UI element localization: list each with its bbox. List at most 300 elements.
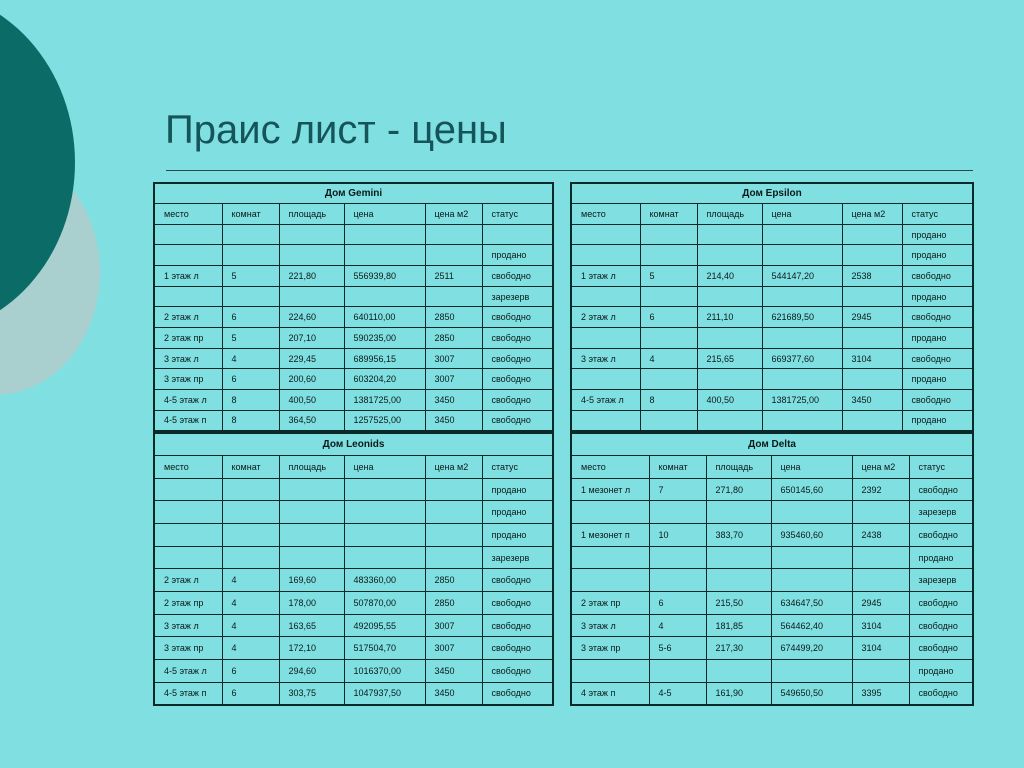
table-cell: 5 xyxy=(222,266,279,287)
table-cell: свободно xyxy=(909,637,973,660)
table-cell: продано xyxy=(902,328,973,349)
table-cell: свободно xyxy=(482,569,553,592)
table-cell: 400,50 xyxy=(279,390,344,411)
table-cell: 2511 xyxy=(425,266,482,287)
table-cell xyxy=(762,410,842,431)
table-cell: 4 xyxy=(222,569,279,592)
table-cell xyxy=(697,410,762,431)
table-epsilon xyxy=(570,182,974,432)
table-cell: 492095,55 xyxy=(344,614,425,637)
table-cell: 5 xyxy=(640,266,697,287)
table-cell: 3395 xyxy=(852,682,909,705)
column-header: цена м2 xyxy=(842,204,902,225)
table-cell: 178,00 xyxy=(279,592,344,615)
table-cell: 3450 xyxy=(425,682,482,705)
table-cell: 544147,20 xyxy=(762,266,842,287)
table-cell xyxy=(279,478,344,501)
table-row xyxy=(571,478,973,501)
table-cell xyxy=(697,328,762,349)
table-cell: 229,45 xyxy=(279,348,344,369)
table-cell: 6 xyxy=(222,682,279,705)
table-cell xyxy=(640,286,697,307)
table-cell xyxy=(697,245,762,266)
table-title: Дом Delta xyxy=(571,433,973,456)
column-header: комнат xyxy=(649,456,706,479)
table-cell xyxy=(571,546,649,569)
table-cell xyxy=(762,328,842,349)
table-row xyxy=(571,569,973,592)
table-cell: 4 xyxy=(222,592,279,615)
table-cell: 2850 xyxy=(425,328,482,349)
table-cell: 3104 xyxy=(852,637,909,660)
table-cell xyxy=(649,660,706,683)
column-header: цена м2 xyxy=(425,204,482,225)
table-cell xyxy=(222,478,279,501)
table-row xyxy=(571,637,973,660)
table-row xyxy=(154,614,553,637)
table-cell: зарезерв xyxy=(909,501,973,524)
table-row xyxy=(571,524,973,547)
table-row xyxy=(154,524,553,547)
table-cell xyxy=(571,328,640,349)
table-cell: 1016370,00 xyxy=(344,660,425,683)
table-cell xyxy=(762,245,842,266)
table-cell: свободно xyxy=(909,682,973,705)
column-header: цена xyxy=(344,456,425,479)
table-row xyxy=(154,682,553,705)
table-cell: продано xyxy=(482,524,553,547)
table-cell xyxy=(571,660,649,683)
table-cell xyxy=(571,245,640,266)
table-cell: 2 этаж пр xyxy=(154,592,222,615)
table-row xyxy=(154,266,553,287)
table-cell xyxy=(706,501,771,524)
table-row xyxy=(154,410,553,431)
table-row xyxy=(154,307,553,328)
table-cell: 669377,60 xyxy=(762,348,842,369)
table-row xyxy=(571,501,973,524)
table-row xyxy=(154,390,553,411)
table-cell xyxy=(706,546,771,569)
table-cell: продано xyxy=(909,660,973,683)
table-cell xyxy=(571,501,649,524)
table-cell xyxy=(425,224,482,245)
table-cell: 221,80 xyxy=(279,266,344,287)
table-row xyxy=(571,592,973,615)
table-row xyxy=(154,501,553,524)
table-cell xyxy=(279,501,344,524)
column-header: место xyxy=(571,456,649,479)
table-cell xyxy=(344,501,425,524)
table-cell: 161,90 xyxy=(706,682,771,705)
table-cell xyxy=(425,286,482,307)
table-cell: 3104 xyxy=(842,348,902,369)
table-cell: 4-5 xyxy=(649,682,706,705)
page-title: Праис лист - цены xyxy=(165,108,507,152)
table-cell xyxy=(771,660,852,683)
column-header: место xyxy=(154,456,222,479)
table-cell: свободно xyxy=(902,266,973,287)
table-row xyxy=(571,245,973,266)
column-header: место xyxy=(571,204,640,225)
table-cell xyxy=(222,224,279,245)
table-cell: 207,10 xyxy=(279,328,344,349)
table-cell: свободно xyxy=(909,592,973,615)
table-cell xyxy=(852,501,909,524)
table-cell xyxy=(649,501,706,524)
table-cell xyxy=(344,286,425,307)
table-cell xyxy=(852,660,909,683)
table-cell: 2 этаж пр xyxy=(571,592,649,615)
table-cell xyxy=(640,410,697,431)
table-row xyxy=(154,592,553,615)
table-cell: продано xyxy=(902,410,973,431)
table-cell: 640110,00 xyxy=(344,307,425,328)
table-cell: свободно xyxy=(482,390,553,411)
table-cell: свободно xyxy=(482,328,553,349)
table-cell: 3450 xyxy=(425,390,482,411)
table-cell: свободно xyxy=(482,410,553,431)
title-divider xyxy=(166,170,973,171)
column-header: комнат xyxy=(222,456,279,479)
table-cell: 1 мезонет л xyxy=(571,478,649,501)
table-cell: 181,85 xyxy=(706,614,771,637)
table-cell: 3 этаж пр xyxy=(571,637,649,660)
table-cell: 6 xyxy=(222,369,279,390)
table-cell: 2850 xyxy=(425,569,482,592)
table-cell: 211,10 xyxy=(697,307,762,328)
table-row xyxy=(154,224,553,245)
table-cell: продано xyxy=(902,369,973,390)
table-cell: 3 этаж л xyxy=(154,348,222,369)
column-header: комнат xyxy=(640,204,697,225)
table-row xyxy=(154,569,553,592)
column-header: цена м2 xyxy=(425,456,482,479)
table-cell: 6 xyxy=(222,660,279,683)
table-cell xyxy=(222,546,279,569)
table-cell: продано xyxy=(902,224,973,245)
table-cell xyxy=(344,245,425,266)
table-cell: зарезерв xyxy=(909,569,973,592)
table-cell: свободно xyxy=(482,614,553,637)
table-gemini xyxy=(153,182,554,432)
table-cell: 4 xyxy=(649,614,706,637)
table-cell: 634647,50 xyxy=(771,592,852,615)
table-title: Дом Epsilon xyxy=(571,183,973,204)
table-cell xyxy=(706,660,771,683)
table-cell xyxy=(771,546,852,569)
table-cell: 517504,70 xyxy=(344,637,425,660)
table-cell: 271,80 xyxy=(706,478,771,501)
table-cell: 1047937,50 xyxy=(344,682,425,705)
column-header: цена м2 xyxy=(852,456,909,479)
column-header: площадь xyxy=(279,204,344,225)
table-cell: продано xyxy=(909,546,973,569)
table-row xyxy=(571,682,973,705)
table-cell xyxy=(649,546,706,569)
table-cell xyxy=(571,369,640,390)
table-row xyxy=(154,546,553,569)
table-cell: 4-5 этаж п xyxy=(154,682,222,705)
table-cell: 5 xyxy=(222,328,279,349)
table-cell: 1257525,00 xyxy=(344,410,425,431)
table-cell xyxy=(640,369,697,390)
table-cell xyxy=(344,224,425,245)
table-cell xyxy=(852,569,909,592)
table-row xyxy=(571,328,973,349)
column-header: цена xyxy=(344,204,425,225)
table-delta xyxy=(570,432,974,706)
column-header: площадь xyxy=(706,456,771,479)
table-cell: 4 этаж п xyxy=(571,682,649,705)
table-cell: 303,75 xyxy=(279,682,344,705)
table-cell: продано xyxy=(902,286,973,307)
table-cell xyxy=(344,546,425,569)
table-cell: свободно xyxy=(482,266,553,287)
table-cell: 8 xyxy=(222,410,279,431)
table-cell: 2 этаж л xyxy=(154,569,222,592)
table-cell: 400,50 xyxy=(697,390,762,411)
table-cell xyxy=(425,501,482,524)
table-cell: 2438 xyxy=(852,524,909,547)
table-cell: 6 xyxy=(640,307,697,328)
table-cell: 6 xyxy=(649,592,706,615)
table-cell: 8 xyxy=(640,390,697,411)
table-cell: 1 мезонет п xyxy=(571,524,649,547)
table-cell: 1 этаж л xyxy=(154,266,222,287)
table-cell xyxy=(640,245,697,266)
table-cell xyxy=(425,546,482,569)
table-cell xyxy=(154,245,222,266)
table-cell: 590235,00 xyxy=(344,328,425,349)
table-cell xyxy=(842,328,902,349)
table-cell: свободно xyxy=(482,592,553,615)
table-cell: 3104 xyxy=(852,614,909,637)
table-cell: 674499,20 xyxy=(771,637,852,660)
table-cell xyxy=(842,410,902,431)
column-header: площадь xyxy=(279,456,344,479)
column-header: статус xyxy=(902,204,973,225)
column-header: место xyxy=(154,204,222,225)
table-cell xyxy=(279,224,344,245)
table-cell xyxy=(154,546,222,569)
table-cell: 6 xyxy=(222,307,279,328)
table-cell: 215,65 xyxy=(697,348,762,369)
table-cell: 3 этаж л xyxy=(154,614,222,637)
table-cell: 172,10 xyxy=(279,637,344,660)
table-cell: 4-5 этаж л xyxy=(154,660,222,683)
table-cell: 294,60 xyxy=(279,660,344,683)
table-row xyxy=(154,660,553,683)
table-cell: свободно xyxy=(902,307,973,328)
table-cell xyxy=(697,286,762,307)
table-cell: 2850 xyxy=(425,307,482,328)
table-cell: 200,60 xyxy=(279,369,344,390)
table-cell: 3007 xyxy=(425,348,482,369)
table-cell: продано xyxy=(482,478,553,501)
table-row xyxy=(571,614,973,637)
table-leonids xyxy=(153,432,554,706)
table-cell xyxy=(571,224,640,245)
table-cell xyxy=(571,569,649,592)
table-cell: 4 xyxy=(222,614,279,637)
table-cell xyxy=(842,245,902,266)
table-cell xyxy=(425,524,482,547)
table-cell: свободно xyxy=(909,614,973,637)
table-cell xyxy=(571,286,640,307)
table-cell: 2392 xyxy=(852,478,909,501)
table-cell: 163,65 xyxy=(279,614,344,637)
column-header: комнат xyxy=(222,204,279,225)
table-cell xyxy=(154,524,222,547)
table-cell xyxy=(154,224,222,245)
table-cell: 214,40 xyxy=(697,266,762,287)
table-cell xyxy=(640,328,697,349)
table-cell: 2945 xyxy=(842,307,902,328)
table-cell: 215,50 xyxy=(706,592,771,615)
table-cell xyxy=(640,224,697,245)
table-cell: 3450 xyxy=(842,390,902,411)
table-cell: 3450 xyxy=(425,410,482,431)
table-row xyxy=(571,546,973,569)
table-cell xyxy=(222,501,279,524)
table-cell: 169,60 xyxy=(279,569,344,592)
table-cell: 556939,80 xyxy=(344,266,425,287)
table-cell: 1381725,00 xyxy=(762,390,842,411)
table-cell: 10 xyxy=(649,524,706,547)
table-cell: свободно xyxy=(482,637,553,660)
table-row xyxy=(154,369,553,390)
table-cell: зарезерв xyxy=(482,546,553,569)
table-cell: 4-5 этаж л xyxy=(571,390,640,411)
table-cell xyxy=(425,245,482,266)
table-row xyxy=(571,348,973,369)
table-cell: 3 этаж пр xyxy=(154,637,222,660)
table-cell xyxy=(697,369,762,390)
table-cell xyxy=(762,286,842,307)
table-cell xyxy=(482,224,553,245)
table-title: Дом Leonids xyxy=(154,433,553,456)
table-row xyxy=(154,328,553,349)
table-cell: 2 этаж л xyxy=(571,307,640,328)
table-cell: 483360,00 xyxy=(344,569,425,592)
table-cell: свободно xyxy=(909,524,973,547)
table-cell xyxy=(279,546,344,569)
table-cell: 3007 xyxy=(425,369,482,390)
table-cell: 3 этаж л xyxy=(571,614,649,637)
table-row xyxy=(154,348,553,369)
table-cell: свободно xyxy=(482,369,553,390)
table-cell xyxy=(842,369,902,390)
table-cell: свободно xyxy=(902,348,973,369)
table-cell xyxy=(852,546,909,569)
table-cell: 4-5 этаж п xyxy=(154,410,222,431)
table-cell xyxy=(154,286,222,307)
table-cell: 3 этаж л xyxy=(571,348,640,369)
table-cell: 2538 xyxy=(842,266,902,287)
table-cell xyxy=(279,245,344,266)
table-cell: продано xyxy=(902,245,973,266)
table-cell: 224,60 xyxy=(279,307,344,328)
table-cell: 383,70 xyxy=(706,524,771,547)
table-cell xyxy=(842,286,902,307)
table-cell: 2850 xyxy=(425,592,482,615)
table-cell: 2 этаж пр xyxy=(154,328,222,349)
column-header: статус xyxy=(482,204,553,225)
table-cell xyxy=(771,501,852,524)
table-cell: 217,30 xyxy=(706,637,771,660)
table-row xyxy=(571,224,973,245)
table-row xyxy=(571,307,973,328)
table-cell: свободно xyxy=(482,348,553,369)
table-cell: 1381725,00 xyxy=(344,390,425,411)
table-row xyxy=(571,369,973,390)
table-cell xyxy=(279,286,344,307)
table-cell: 5-6 xyxy=(649,637,706,660)
table-cell: продано xyxy=(482,245,553,266)
column-header: статус xyxy=(482,456,553,479)
table-cell xyxy=(649,569,706,592)
table-cell: 7 xyxy=(649,478,706,501)
table-cell xyxy=(344,524,425,547)
table-cell: 621689,50 xyxy=(762,307,842,328)
table-cell: 4 xyxy=(640,348,697,369)
table-cell: 4 xyxy=(222,637,279,660)
table-cell: свободно xyxy=(482,307,553,328)
table-cell: 507870,00 xyxy=(344,592,425,615)
table-cell xyxy=(222,524,279,547)
table-cell xyxy=(279,524,344,547)
table-row xyxy=(154,478,553,501)
table-cell xyxy=(697,224,762,245)
table-cell: 3450 xyxy=(425,660,482,683)
table-cell: 4 xyxy=(222,348,279,369)
table-cell xyxy=(571,410,640,431)
table-cell: 564462,40 xyxy=(771,614,852,637)
table-cell: 603204,20 xyxy=(344,369,425,390)
table-cell: зарезерв xyxy=(482,286,553,307)
table-cell: 4-5 этаж л xyxy=(154,390,222,411)
table-cell: 2945 xyxy=(852,592,909,615)
table-row xyxy=(154,637,553,660)
table-cell xyxy=(762,369,842,390)
table-cell: 935460,60 xyxy=(771,524,852,547)
table-row xyxy=(571,410,973,431)
table-cell: свободно xyxy=(482,660,553,683)
table-row xyxy=(154,286,553,307)
table-row xyxy=(571,266,973,287)
table-cell: 2 этаж л xyxy=(154,307,222,328)
table-row xyxy=(571,660,973,683)
table-row xyxy=(571,286,973,307)
table-row xyxy=(571,390,973,411)
table-cell xyxy=(222,245,279,266)
table-cell: 3007 xyxy=(425,614,482,637)
column-header: статус xyxy=(909,456,973,479)
table-cell: свободно xyxy=(909,478,973,501)
table-cell: 3 этаж пр xyxy=(154,369,222,390)
table-cell xyxy=(154,501,222,524)
table-cell: свободно xyxy=(902,390,973,411)
table-cell xyxy=(771,569,852,592)
table-cell xyxy=(344,478,425,501)
table-cell xyxy=(222,286,279,307)
column-header: цена xyxy=(762,204,842,225)
table-cell xyxy=(154,478,222,501)
table-cell: 650145,60 xyxy=(771,478,852,501)
table-row xyxy=(154,245,553,266)
table-cell xyxy=(762,224,842,245)
